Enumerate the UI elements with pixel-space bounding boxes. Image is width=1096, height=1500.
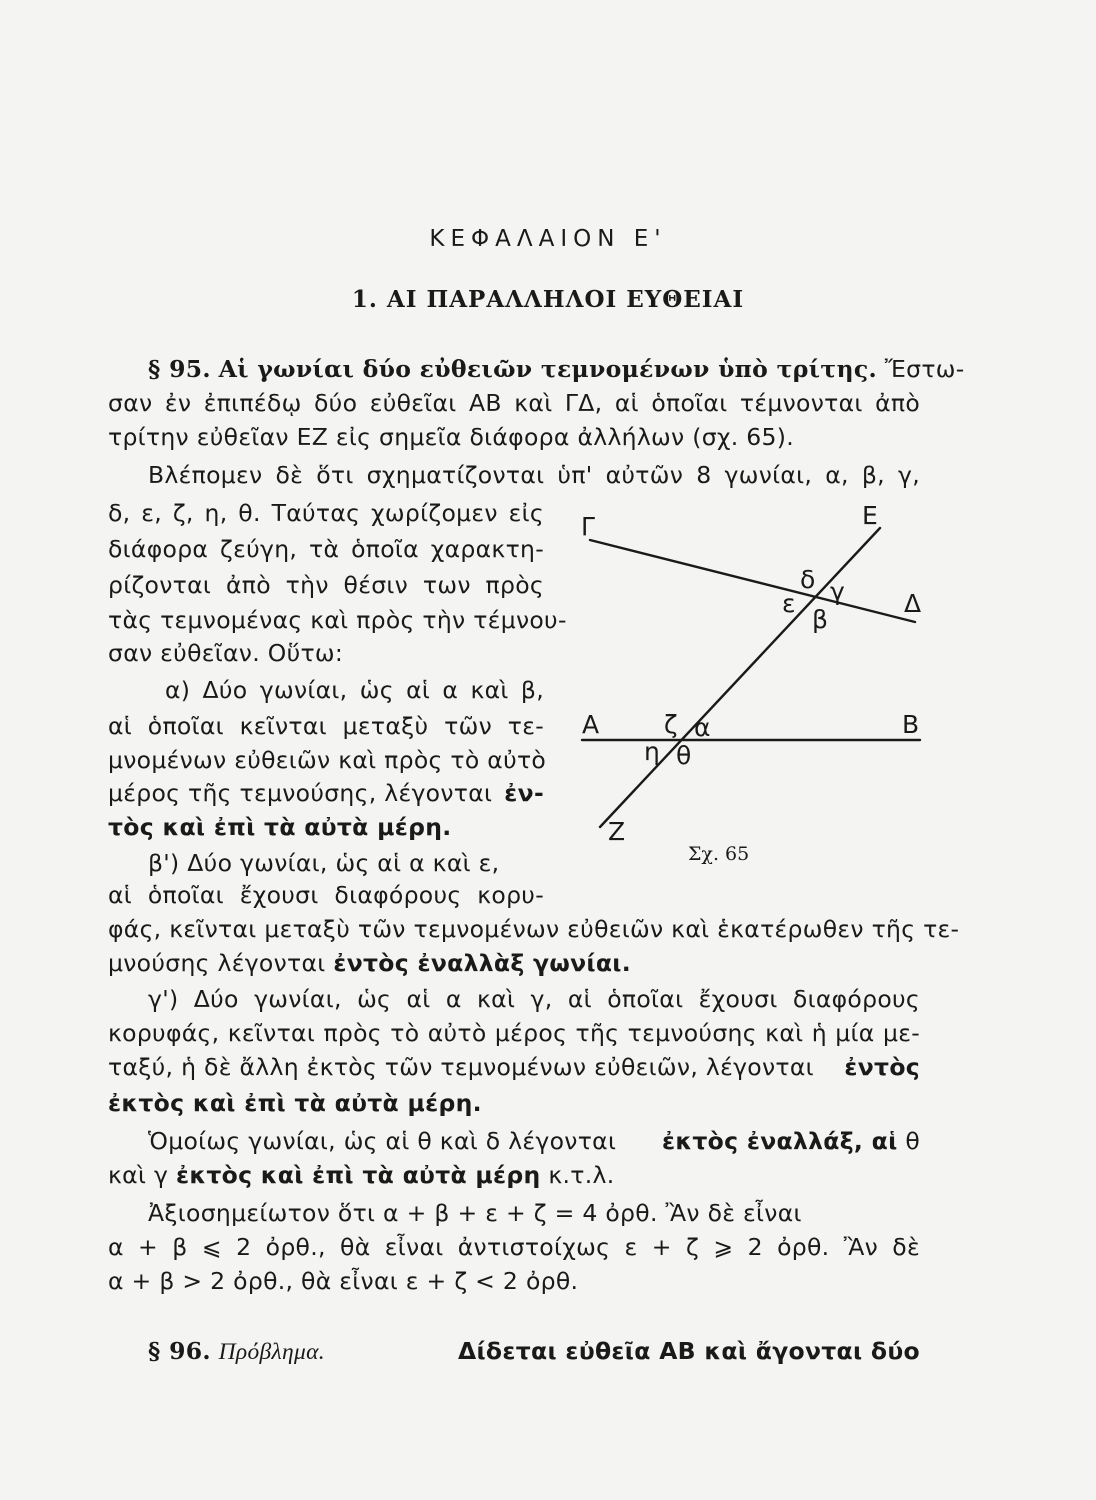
text-line: δ, ε, ζ, η, θ. Ταύτας χωρίζομεν εἰς xyxy=(108,499,544,527)
figure-caption: Σχ. 65 xyxy=(688,843,750,865)
term-bold: ἐντὸς ἐναλλὰξ γωνίαι. xyxy=(333,949,631,977)
label-beta: β xyxy=(812,605,828,634)
text-line: β') Δύο γωνίαι, ὡς αἱ α καὶ ε, xyxy=(148,849,500,877)
label-beta-cap: Β xyxy=(902,710,920,739)
text-line: α) Δύο γωνίαι, ὡς αἱ α καὶ β, xyxy=(165,676,544,704)
text-fragment: θ xyxy=(905,1127,920,1155)
text-fragment: μνούσης λέγονται xyxy=(108,949,326,977)
text-line: κορυφάς, κεῖνται πρὸς τὸ αὐτὸ μέρος τῆς τεμνούσης καὶ ἡ μία με- xyxy=(108,1019,920,1047)
text-line: ρίζονται ἀπὸ τὴν θέσιν των πρὸς xyxy=(108,571,544,599)
text-fragment: ταξύ, ἡ δὲ ἄλλη ἐκτὸς τῶν τεμνομένων εὐθειῶν, λέγονται xyxy=(108,1053,814,1081)
term-bold-line: ἐκτὸς καὶ ἐπὶ τὰ αὐτὰ μέρη. xyxy=(108,1089,482,1117)
line-ez xyxy=(600,528,880,827)
text-line: τρίτην εὐθεῖαν ΕΖ εἰς σημεῖα διάφορα ἀλλήλων (σχ. 65). xyxy=(108,423,795,451)
section-95-title: Αἱ γωνίαι δύο εὐθειῶν τεμνομένων ὑπὸ τρίτης. xyxy=(218,355,877,383)
text-fragment: καὶ γ xyxy=(108,1161,169,1189)
text-line: Βλέπομεν δὲ ὅτι σχηματίζονται ὑπ' αὐτῶν 8 γωνίαι, α, β, γ, xyxy=(148,461,920,489)
text-line: διάφορα ζεύγη, τὰ ὁποῖα χαρακτη- xyxy=(108,535,544,563)
term-bold: ἐν- xyxy=(504,779,544,807)
label-gamma: γ xyxy=(830,577,845,606)
text-line: γ') Δύο γωνίαι, ὡς αἱ α καὶ γ, αἱ ὁποῖαι ἔχουσι διαφόρους xyxy=(148,985,920,1013)
label-epsilon: ε xyxy=(782,589,796,618)
text-line: α + β ⩽ 2 ὀρθ., θὰ εἶναι ἀντιστοίχως ε + ζ ⩾ 2 ὀρθ. Ἂν δὲ xyxy=(108,1233,920,1261)
term-bold: ἐντὸς xyxy=(844,1053,920,1081)
term-bold: ἐκτὸς καὶ ἐπὶ τὰ αὐτὰ μέρη xyxy=(175,1161,541,1189)
section-number: § 96. xyxy=(148,1337,211,1365)
section-title: 1. ΑΙ ΠΑΡΑΛΛΗΛΟΙ ΕΥΘΕΙΑΙ xyxy=(351,286,745,313)
label-alpha-cap: Α xyxy=(582,710,600,739)
label-gamma-cap: Γ xyxy=(581,512,595,541)
text-line: τὰς τεμνομένας καὶ πρὸς τὴν τέμνου- xyxy=(108,606,567,634)
label-eta: η xyxy=(644,737,660,766)
line-gd xyxy=(590,540,915,622)
text-line: μνομένων εὐθειῶν καὶ πρὸς τὸ αὐτὸ xyxy=(108,746,547,774)
label-theta: θ xyxy=(676,741,692,770)
label-zeta-cap: Ζ xyxy=(608,817,626,846)
text-fragment: Ἔστω- xyxy=(884,355,965,383)
term-bold: ἐκτὸς ἐναλλάξ, αἱ xyxy=(661,1127,898,1155)
text-line: αἱ ὁποῖαι κεῖνται μεταξὺ τῶν τε- xyxy=(108,712,544,740)
chapter-heading: ΚΕΦΑΛΑΙΟΝ Ε' xyxy=(429,226,667,252)
text-fragment: Ὁμοίως γωνίαι, ὡς αἱ θ καὶ δ λέγονται xyxy=(148,1127,617,1155)
text-line: αἱ ὁποῖαι ἔχουσι διαφόρους κορυ- xyxy=(108,881,544,909)
label-delta: δ xyxy=(800,565,816,594)
text-line: σαν ἐν ἐπιπέδῳ δύο εὐθεῖαι ΑΒ καὶ ΓΔ, αἱ ὁποῖαι τέμνονται ἀπὸ xyxy=(108,389,920,417)
label-delta-cap: Δ xyxy=(904,589,922,618)
section-number: § 95. xyxy=(148,355,211,383)
text-fragment: κ.τ.λ. xyxy=(548,1161,615,1189)
text-line: σαν εὐθεῖαν. Οὕτω: xyxy=(108,639,344,667)
label-zeta: ζ xyxy=(664,710,678,739)
text-line: Ἀξιοσημείωτον ὅτι α + β + ε + ζ = 4 ὀρθ. Ἂν δὲ εἶναι xyxy=(148,1199,802,1227)
text-fragment: μέρος τῆς τεμνούσης, λέγονται xyxy=(108,779,493,807)
text-line: α + β > 2 ὀρθ., θὰ εἶναι ε + ζ < 2 ὀρθ. xyxy=(108,1267,579,1295)
term-bold-line: τὸς καὶ ἐπὶ τὰ αὐτὰ μέρη. xyxy=(108,813,452,841)
label-alpha: α xyxy=(694,713,711,742)
problem-statement: Δίδεται εὐθεῖα ΑΒ καὶ ἄγονται δύο xyxy=(457,1337,920,1365)
label-epsilon-cap: Ε xyxy=(862,501,878,530)
text-line: φάς, κεῖνται μεταξὺ τῶν τεμνομένων εὐθειῶν καὶ ἑκατέρωθεν τῆς τε- xyxy=(108,915,960,943)
problem-label: Πρόβλημα. xyxy=(218,1339,325,1365)
